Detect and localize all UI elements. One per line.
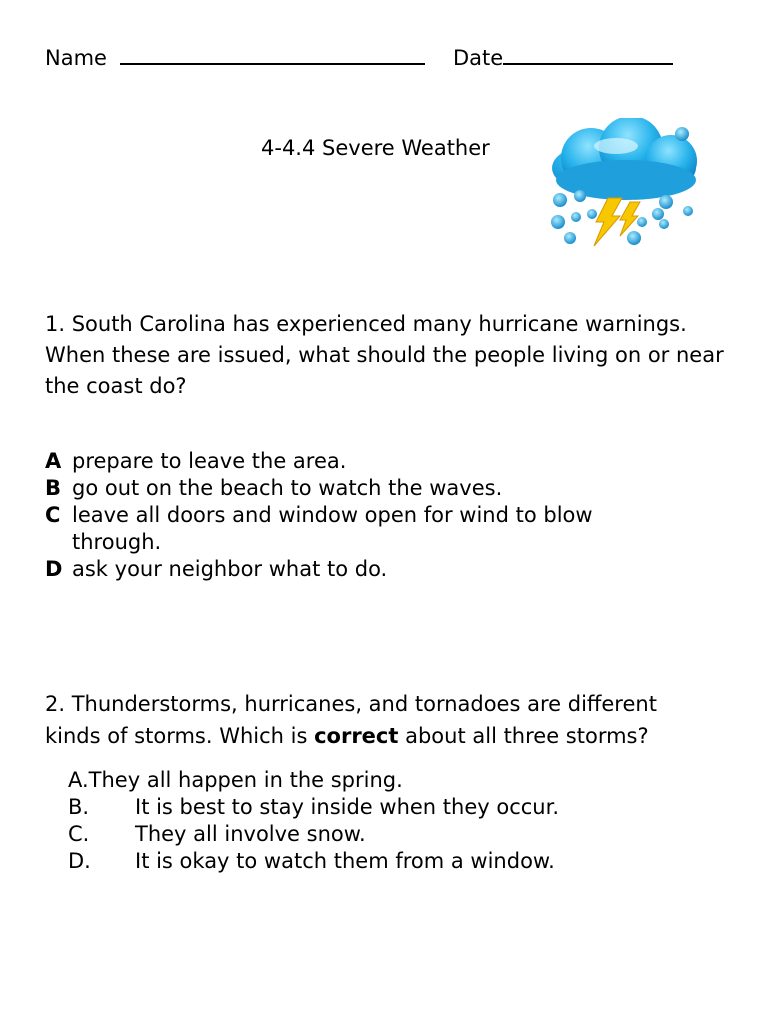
q1-option-d[interactable]	[45, 556, 387, 583]
page-title: 4-4.4 Severe Weather	[261, 136, 490, 160]
option-letter: D.	[68, 849, 91, 873]
name-blank[interactable]	[120, 47, 425, 65]
q1-option-a[interactable]	[45, 448, 346, 475]
q2-option-d[interactable]	[68, 848, 555, 875]
question-2-post: about all three storms?	[398, 724, 649, 748]
option-text: They all happen in the spring.	[88, 768, 403, 792]
question-2-emphasis: correct	[314, 724, 399, 748]
question-1-text: 1. South Carolina has experienced many hurricane warnings. When these are issued, what should the people living on or near the coast do?	[45, 312, 724, 398]
date-label: Date	[453, 46, 504, 70]
option-letter: C	[45, 503, 61, 527]
option-text: They all involve snow.	[135, 822, 366, 846]
q2-option-a[interactable]	[68, 767, 403, 794]
option-text: It is okay to watch them from a window.	[135, 849, 555, 873]
q1-option-c-continued: through.	[72, 530, 162, 554]
option-text: go out on the beach to watch the waves.	[72, 476, 503, 500]
name-label: Name	[45, 46, 107, 70]
q1-option-c[interactable]	[45, 502, 593, 529]
date-blank[interactable]	[503, 47, 673, 65]
q1-option-b[interactable]	[45, 475, 502, 502]
option-letter: B	[45, 476, 62, 500]
date-field	[453, 46, 673, 70]
option-letter: A	[45, 449, 62, 473]
question-2-line-1: 2. Thunderstorms, hurricanes, and tornadoes are different	[45, 692, 657, 716]
question-2-pre: kinds of storms. Which is	[45, 724, 315, 748]
option-letter: C.	[68, 822, 90, 846]
option-letter: A.	[68, 768, 89, 792]
option-letter: D	[45, 557, 63, 581]
name-field	[45, 46, 425, 70]
option-text: ask your neighbor what to do.	[72, 557, 388, 581]
option-text: It is best to stay inside when they occur.	[135, 795, 559, 819]
question-2-line-2	[45, 724, 649, 748]
q2-option-b[interactable]	[68, 794, 559, 821]
option-text: prepare to leave the area.	[72, 449, 347, 473]
cloud-shape	[552, 118, 697, 200]
option-text: leave all doors and window open for wind to blow	[72, 503, 593, 527]
option-letter: B.	[68, 795, 90, 819]
q2-option-c[interactable]	[68, 821, 366, 848]
storm-cloud-icon	[546, 118, 708, 253]
